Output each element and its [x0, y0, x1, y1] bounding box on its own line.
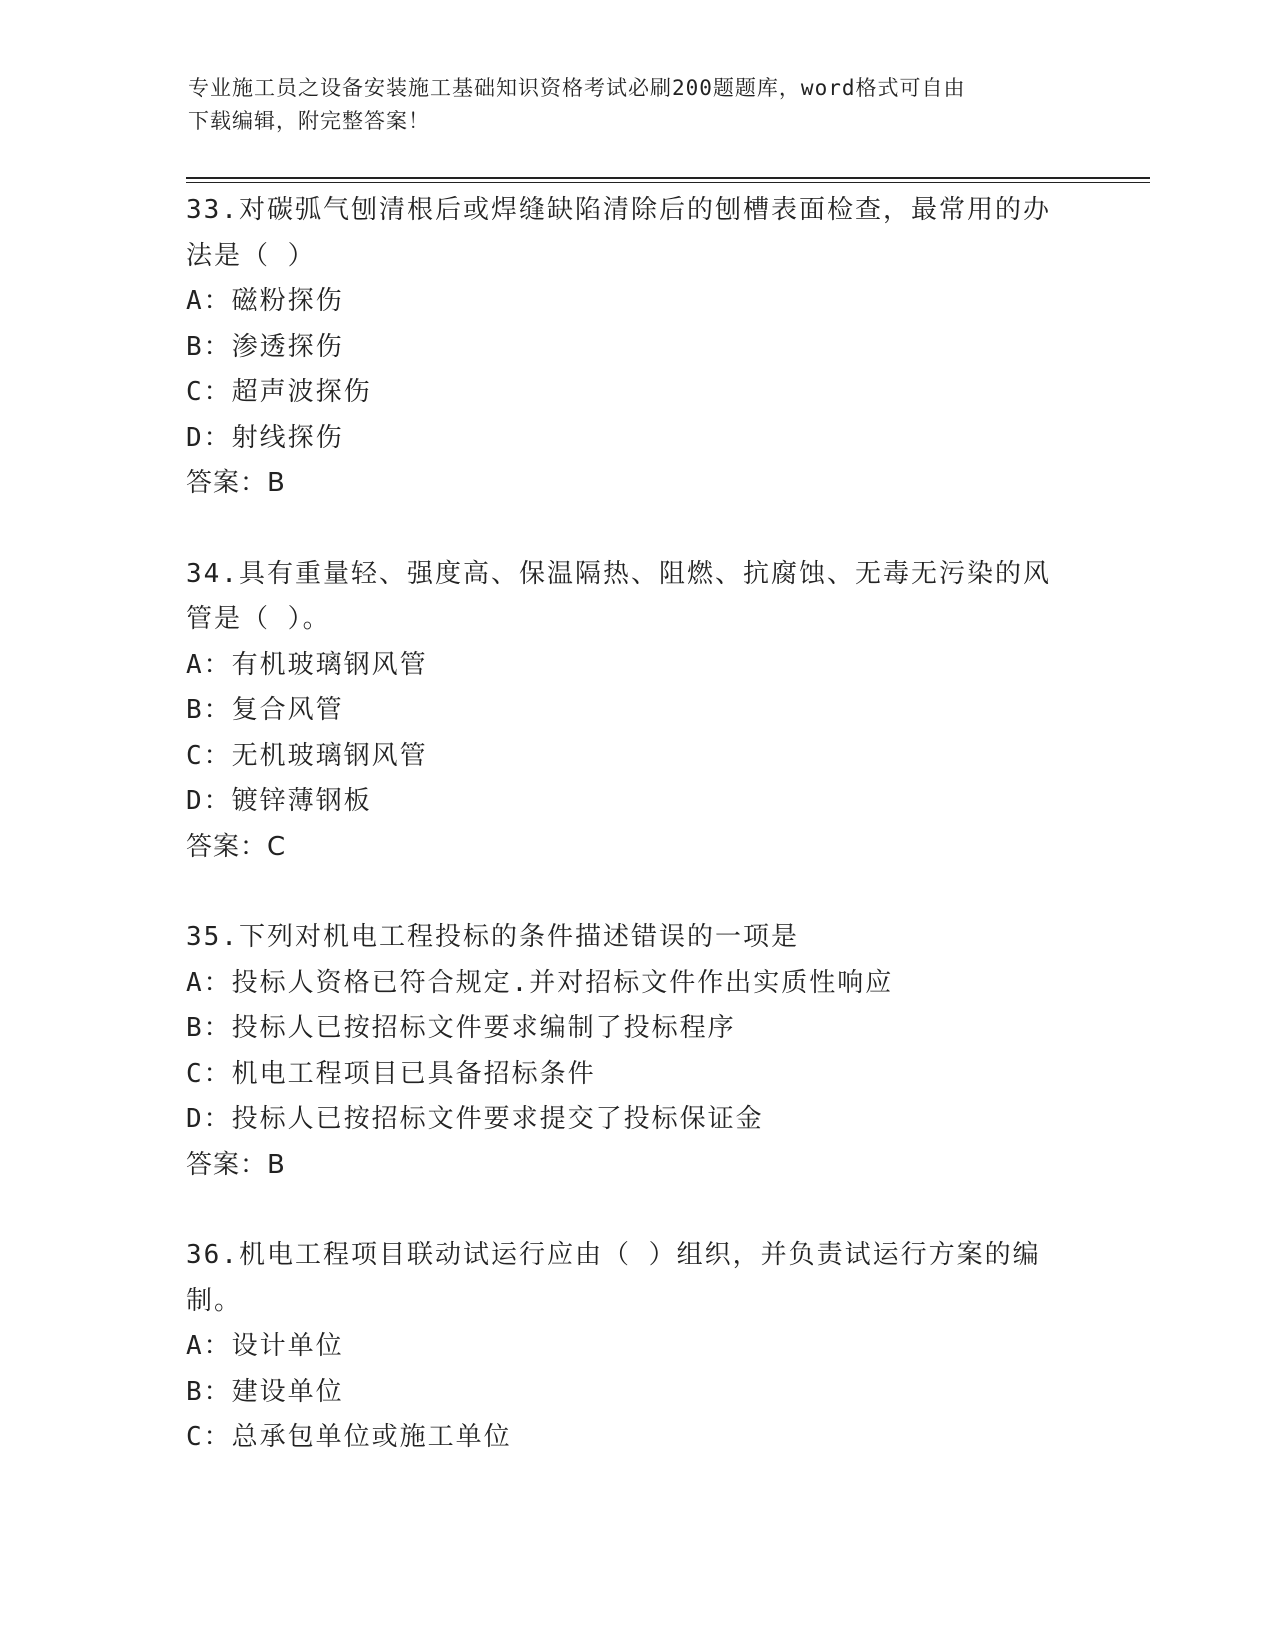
option-b: B：复合风管: [186, 695, 344, 725]
header-divider-thin: [186, 182, 1150, 183]
option-b: B：投标人已按招标文件要求编制了投标程序: [186, 1013, 736, 1043]
document-header: [188, 72, 1088, 138]
option-d: D：投标人已按招标文件要求提交了投标保证金: [186, 1104, 764, 1134]
header-line-2: 下载编辑，附完整答案！: [188, 109, 430, 133]
option-a: A：有机玻璃钢风管: [186, 649, 428, 680]
answer-line: 答案：B: [186, 468, 286, 498]
option-b: B：建设单位: [186, 1376, 344, 1407]
option-d: D：镀锌薄钢板: [186, 786, 372, 816]
question-34: [186, 552, 1086, 871]
question-stem-line: 35.下列对机电工程投标的条件描述错误的一项是: [186, 922, 799, 952]
question-stem-line: 36.机电工程项目联动试运行应由（ ）组织，并负责试运行方案的编: [186, 1240, 1041, 1270]
option-c: C：无机玻璃钢风管: [186, 740, 428, 771]
answer-line: 答案：C: [186, 831, 287, 862]
header-divider-thick: [186, 177, 1150, 179]
option-c: C：超声波探伤: [186, 377, 372, 407]
question-stem-line: 制。: [186, 1285, 243, 1316]
answer-line: 答案：B: [186, 1149, 286, 1180]
question-36: [186, 1233, 1086, 1461]
question-35: [186, 915, 1086, 1188]
option-a: A：设计单位: [186, 1331, 344, 1361]
question-33: [186, 188, 1086, 507]
header-line-1: 专业施工员之设备安装施工基础知识资格考试必刷200题题库，word格式可自由: [188, 76, 966, 100]
question-list: [186, 188, 1086, 1506]
question-stem-line: 管是（ ）。: [186, 604, 331, 634]
option-a: A：磁粉探伤: [186, 286, 344, 316]
option-a: A：投标人资格已符合规定.并对招标文件作出实质性响应: [186, 967, 894, 998]
question-stem-line: 法是（ ）: [186, 240, 316, 271]
question-stem-line: 34.具有重量轻、强度高、保温隔热、阻燃、抗腐蚀、无毒无污染的风: [186, 558, 1051, 589]
option-c: C：总承包单位或施工单位: [186, 1422, 512, 1452]
question-stem-line: 33.对碳弧气刨清根后或焊缝缺陷清除后的刨槽表面检查，最常用的办: [186, 195, 1051, 225]
option-d: D：射线探伤: [186, 422, 344, 453]
option-b: B：渗透探伤: [186, 331, 344, 362]
option-c: C：机电工程项目已具备招标条件: [186, 1058, 596, 1089]
